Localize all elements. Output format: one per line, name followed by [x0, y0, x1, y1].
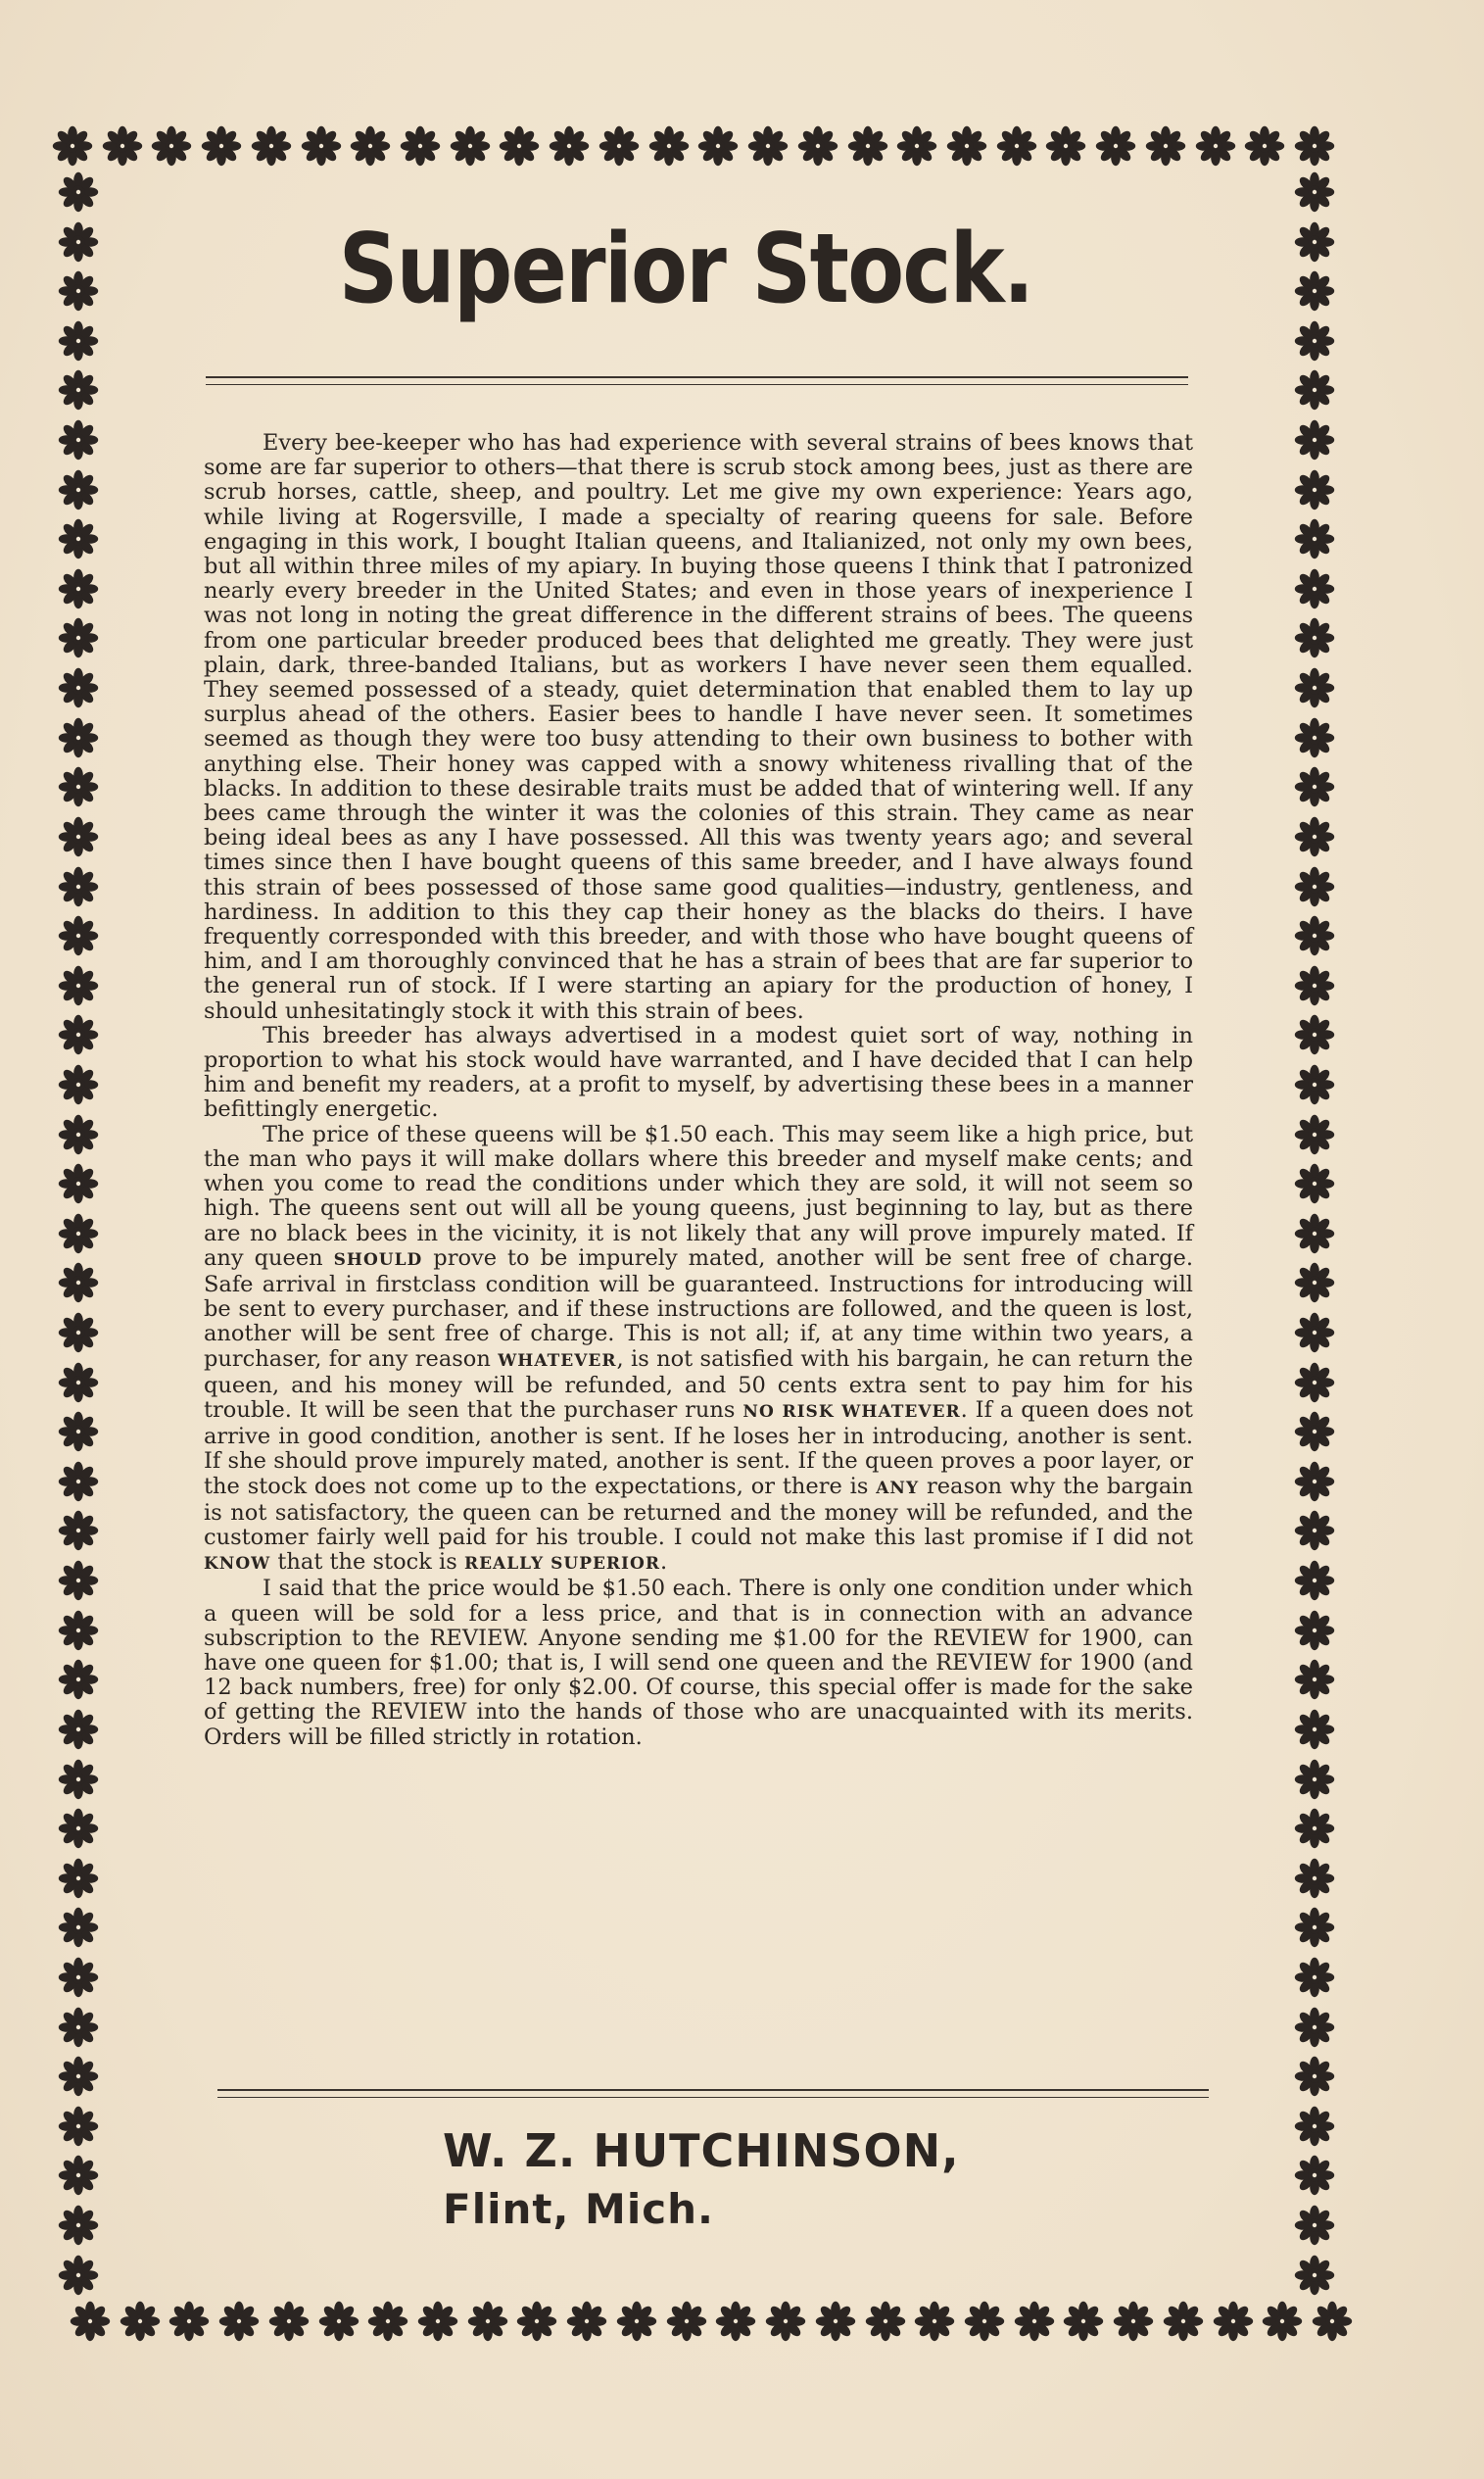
flower-ornament-icon [1293, 616, 1336, 659]
flower-ornament-icon [300, 124, 343, 168]
flower-ornament-icon [1293, 368, 1336, 412]
emphasis-no-risk-whatever: NO RISK WHATEVER [742, 1401, 961, 1422]
flower-ornament-icon [1212, 2300, 1255, 2343]
flower-ornament-icon [57, 716, 100, 759]
flower-ornament-icon [57, 517, 100, 560]
flower-ornament-icon [565, 2300, 608, 2343]
flower-ornament-icon [1044, 124, 1087, 168]
flower-ornament-icon [945, 124, 988, 168]
emphasis-really-superior: REALLY SUPERIOR [463, 1554, 660, 1575]
flower-ornament-icon [1293, 170, 1336, 214]
flower-ornament-icon [1261, 2300, 1304, 2343]
signature-rule-top [217, 2089, 1209, 2091]
flower-ornament-icon [1293, 2204, 1336, 2247]
flower-ornament-icon [864, 2300, 907, 2343]
emphasis-any: ANY [876, 1478, 920, 1498]
emphasis-whatever: WHATEVER [498, 1350, 617, 1371]
flower-ornament-icon [1293, 1559, 1336, 1602]
title-rule-top [206, 376, 1188, 378]
flower-ornament-icon [696, 124, 740, 168]
flower-ornament-icon [1293, 220, 1336, 264]
flower-ornament-icon [57, 468, 100, 511]
flower-ornament-icon [466, 2300, 509, 2343]
flower-ornament-icon [57, 1857, 100, 1900]
flower-ornament-icon [150, 124, 193, 168]
flower-ornament-icon [57, 2154, 100, 2197]
flower-ornament-icon [217, 2300, 261, 2343]
flower-ornament-icon [57, 1956, 100, 1999]
flower-ornament-icon [57, 1162, 100, 1205]
emphasis-know: KNOW [204, 1554, 271, 1575]
flower-ornament-icon [963, 2300, 1006, 2343]
flower-ornament-icon [57, 1559, 100, 1602]
flower-ornament-icon [498, 124, 541, 168]
flower-ornament-icon [1293, 1162, 1336, 1205]
flower-ornament-icon [1112, 2300, 1155, 2343]
flower-ornament-icon [1194, 124, 1237, 168]
flower-ornament-icon [57, 1509, 100, 1552]
flower-ornament-icon [1013, 2300, 1056, 2343]
border-right [1291, 170, 1338, 2297]
flower-ornament-icon [57, 815, 100, 858]
paragraph-3-text-b: prove to be impurely mated, another will be sent free of charge. Safe arrival in firstclass condition will be guaranteed. Instructions for introducing will be sent to every purchaser, and if these instructions are followed, and the queen is lost, another will be sent free of charge. This is not all; if, at any time within two years, a purchaser, for any reason [204, 1244, 1194, 1372]
flower-ornament-icon [416, 2300, 459, 2343]
flower-ornament-icon [57, 914, 100, 957]
flower-ornament-icon [119, 2300, 162, 2343]
flower-ornament-icon [57, 220, 100, 264]
flower-ornament-icon [57, 1609, 100, 1652]
flower-ornament-icon [1293, 269, 1336, 313]
flower-ornament-icon [1293, 1311, 1336, 1354]
flower-ornament-icon [57, 1013, 100, 1056]
flower-ornament-icon [1293, 1509, 1336, 1552]
paragraph-3-text-e: reason why the bargain is not satisfactory, the queen can be returned and the money will be refunded, and the customer fairly well paid for his trouble. I could not make this last promise if I did not [204, 1473, 1193, 1550]
flower-ornament-icon [1293, 1460, 1336, 1503]
paragraph-3-text-f: that the stock is [270, 1549, 464, 1576]
flower-ornament-icon [1293, 468, 1336, 511]
flower-ornament-icon [57, 865, 100, 908]
flower-ornament-icon [267, 2300, 311, 2343]
emphasis-should: SHOULD [333, 1249, 423, 1270]
flower-ornament-icon [1293, 1410, 1336, 1453]
flower-ornament-icon [1293, 1807, 1336, 1850]
flower-ornament-icon [1293, 1758, 1336, 1801]
flower-ornament-icon [1293, 319, 1336, 363]
flower-ornament-icon [1293, 914, 1336, 957]
flower-ornament-icon [1293, 1708, 1336, 1751]
flower-ornament-icon [57, 2105, 100, 2148]
flower-ornament-icon [1293, 2154, 1336, 2197]
flower-ornament-icon [615, 2300, 658, 2343]
ad-body [204, 431, 1193, 1750]
paragraph-3-text-c: , is not satisfied with his bargain, he can return the queen, and his money will be refunded, and 50 cents extra sent to pay him for his trouble. It will be seen that the purchaser runs [204, 1345, 1193, 1423]
flower-ornament-icon [57, 1807, 100, 1850]
flower-ornament-icon [1293, 124, 1336, 168]
flower-ornament-icon [1293, 2006, 1336, 2049]
flower-ornament-icon [1293, 716, 1336, 759]
flower-ornament-icon [1293, 1609, 1336, 1652]
flower-ornament-icon [57, 1460, 100, 1503]
flower-ornament-icon [1293, 964, 1336, 1007]
paragraph-3-text-g: . [659, 1549, 668, 1576]
flower-ornament-icon [57, 269, 100, 313]
flower-ornament-icon [1293, 517, 1336, 560]
paragraph-1: Every bee-keeper who has had experience with several strains of bees knows that some are far superior to others—that there is scrub stock among bees, just as there are scrub horses, cattle, sheep, and poultry. Let me give my own experience: Years ago, while living at Rogersville, I made a specialty of rearing queens for sale. Before engaging in this work, I bought Italian queens, and Italianized, not only my own bees, but all within three miles of my apiary. In buying those queens I think that I patronized nearly every breeder in the United States; and even in those years of inexperience I was not long in noting the great difference in the different strains of bees. The queens from one particular breeder produced bees that delighted me greatly. They were just plain, dark, three-banded Italians, but as workers I have never seen them equalled. They seemed possessed of a steady, quiet determination that enabled them to lay up surplus ahead of the others. Easier bees to handle I have never seen. It sometimes seemed as though they were too busy attending to their own business to bother with anything else. Their honey was capped with a snowy whiteness rivalling that of the blacks. In addition to these desirable traits must be added that of wintering well. If any bees came through the winter it was the colonies of this strain. They came as near being ideal bees as any I have possessed. All this was twenty years ago; and several times since then I have bought queens of this same breeder, and I have always found this strain of bees possessed of those same good qualities—industry, gentleness, and hardiness. In addition to this they cap their honey as the blacks do theirs. I have frequently corresponded with this breeder, and with those who have bought queens of him, and I am thoroughly convinced that he has a strain of bees that are far superior to the general run of stock. If I were starting an apiary for the production of honey, I should unhesitatingly stock it with this strain of bees. [204, 430, 1193, 1024]
flower-ornament-icon [1293, 1013, 1336, 1056]
flower-ornament-icon [57, 1410, 100, 1453]
flower-ornament-icon [57, 170, 100, 214]
flower-ornament-icon [1293, 1261, 1336, 1304]
flower-ornament-icon [101, 124, 144, 168]
flower-ornament-icon [665, 2300, 708, 2343]
flower-ornament-icon [69, 2300, 112, 2343]
paragraph-3 [204, 1123, 1193, 1578]
flower-ornament-icon [168, 2300, 211, 2343]
flower-ornament-icon [57, 418, 100, 462]
flower-ornament-icon [1094, 124, 1137, 168]
signature-place: Flint, Mich. [443, 2185, 714, 2233]
flower-ornament-icon [57, 2254, 100, 2297]
flower-ornament-icon [51, 124, 94, 168]
flower-ornament-icon [548, 124, 591, 168]
flower-ornament-icon [1293, 1063, 1336, 1106]
flower-ornament-icon [57, 666, 100, 709]
flower-ornament-icon [1144, 124, 1187, 168]
border-bottom [69, 2295, 1354, 2348]
flower-ornament-icon [57, 765, 100, 808]
flower-ornament-icon [515, 2300, 558, 2343]
flower-ornament-icon [57, 1113, 100, 1156]
paragraph-2: This breeder has always advertised in a modest quiet sort of way, nothing in proportion to what his stock would have warranted, and I have decided that I can help him and benefit my readers, at a profit to myself, by advertising these bees in a manner befittingly energetic. [204, 1022, 1193, 1123]
flower-ornament-icon [1293, 765, 1336, 808]
flower-ornament-icon [598, 124, 641, 168]
flower-ornament-icon [250, 124, 293, 168]
flower-ornament-icon [1293, 1113, 1336, 1156]
paragraph-3-text-a: The price of these queens will be $1.50 each. This may seem like a high price, but the man who pays it will make dollars where this breeder and myself make cents; and when you come to read the conditions under which they are sold, it will not seem so high. The queens sent out will all be young queens, just beginning to lay, but as there are no black bees in the vicinity, it is not likely that any will prove impurely mated. If any queen [204, 1121, 1193, 1271]
flower-ornament-icon [57, 567, 100, 610]
flower-ornament-icon [57, 2055, 100, 2098]
flower-ornament-icon [746, 124, 790, 168]
flower-ornament-icon [57, 1361, 100, 1404]
paragraph-3-text-d: . If a queen does not arrive in good condition, another is sent. If he loses her in introducing, another is sent. If she should prove impurely mated, another is sent. If the queen proves a poor layer, or the stock does not come up to the expectations, or there is [204, 1396, 1193, 1499]
border-top [51, 122, 1336, 170]
flower-ornament-icon [1293, 418, 1336, 462]
flower-ornament-icon [349, 124, 392, 168]
paragraph-4: I said that the price would be $1.50 each. There is only one condition under which a queen will be sold for a less price, and that is in connection with an advance subscription to the REVIEW. Anyone sending me $1.00 for the REVIEW for 1900, can have one queen for $1.00; that is, I will send one queen and the REVIEW for 1900 (and 12 back numbers, free) for only $2.00. Of course, this special offer is made for the sake of getting the REVIEW into the hands of those who are unacquainted with its merits. Orders will be filled strictly in rotation. [204, 1576, 1193, 1750]
flower-ornament-icon [57, 1261, 100, 1304]
flower-ornament-icon [57, 1311, 100, 1354]
flower-ornament-icon [57, 2006, 100, 2049]
flower-ornament-icon [913, 2300, 956, 2343]
flower-ornament-icon [1293, 865, 1336, 908]
flower-ornament-icon [1162, 2300, 1205, 2343]
flower-ornament-icon [1293, 2254, 1336, 2297]
flower-ornament-icon [796, 124, 839, 168]
signature-block [443, 2121, 960, 2239]
border-left [55, 170, 102, 2297]
flower-ornament-icon [366, 2300, 409, 2343]
flower-ornament-icon [1062, 2300, 1105, 2343]
flower-ornament-icon [1293, 1658, 1336, 1701]
flower-ornament-icon [57, 1906, 100, 1949]
flower-ornament-icon [846, 124, 889, 168]
flower-ornament-icon [399, 124, 442, 168]
ad-title: Superior Stock. [338, 214, 1033, 325]
flower-ornament-icon [57, 1063, 100, 1106]
flower-ornament-icon [647, 124, 691, 168]
flower-ornament-icon [764, 2300, 807, 2343]
flower-ornament-icon [200, 124, 243, 168]
flower-ornament-icon [57, 1658, 100, 1701]
flower-ornament-icon [449, 124, 492, 168]
flower-ornament-icon [1243, 124, 1286, 168]
flower-ornament-icon [895, 124, 938, 168]
flower-ornament-icon [714, 2300, 757, 2343]
flower-ornament-icon [57, 2204, 100, 2247]
flower-ornament-icon [1293, 2105, 1336, 2148]
flower-ornament-icon [1311, 2300, 1354, 2343]
flower-ornament-icon [1293, 1212, 1336, 1255]
flower-ornament-icon [1293, 1956, 1336, 1999]
flower-ornament-icon [1293, 666, 1336, 709]
flower-ornament-icon [57, 1212, 100, 1255]
flower-ornament-icon [57, 368, 100, 412]
flower-ornament-icon [1293, 1857, 1336, 1900]
signature-rule-bottom [217, 2097, 1209, 2098]
flower-ornament-icon [1293, 815, 1336, 858]
flower-ornament-icon [1293, 1361, 1336, 1404]
title-rule-bottom [206, 384, 1188, 385]
flower-ornament-icon [57, 319, 100, 363]
flower-ornament-icon [814, 2300, 857, 2343]
flower-ornament-icon [57, 1708, 100, 1751]
signature-name: W. Z. HUTCHINSON, [443, 2124, 960, 2177]
flower-ornament-icon [995, 124, 1038, 168]
flower-ornament-icon [1293, 2055, 1336, 2098]
flower-ornament-icon [1293, 1906, 1336, 1949]
flower-ornament-icon [57, 1758, 100, 1801]
flower-ornament-icon [317, 2300, 360, 2343]
flower-ornament-icon [57, 616, 100, 659]
flower-ornament-icon [1293, 567, 1336, 610]
flower-ornament-icon [57, 964, 100, 1007]
